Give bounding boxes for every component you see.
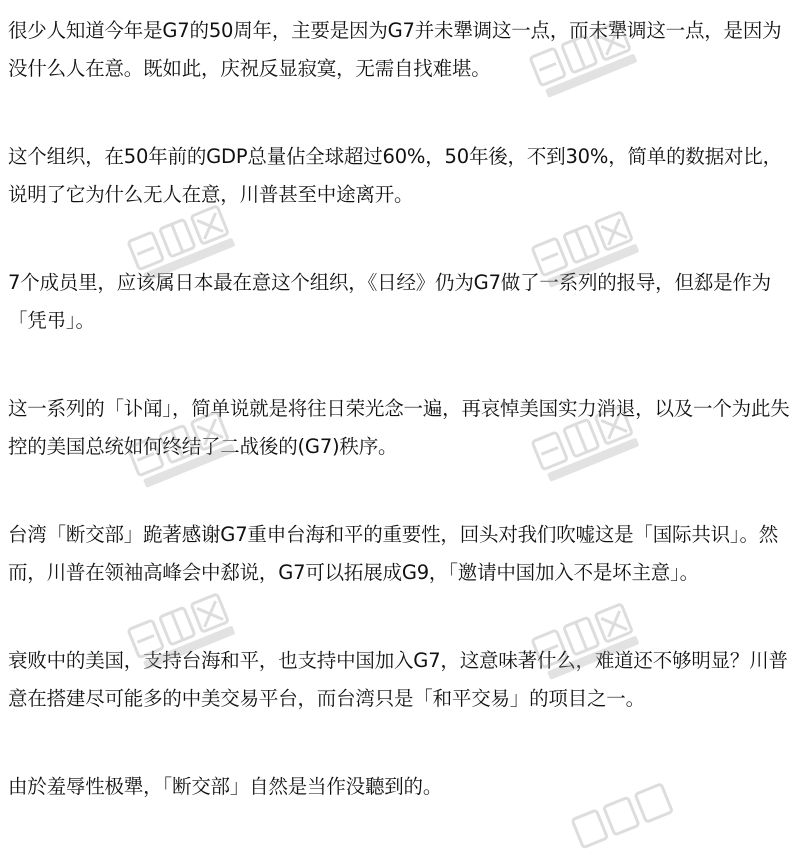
paragraph-1: 很少人知道今年是G7的50周年，主要是因为G7并未犟调这一点，而未犟调这一点，是因为没什么人在意。既如此，庆祝反显寂寞，无需自找难堪。 bbox=[8, 19, 782, 80]
paragraph-5: 台湾「断交部」跪著感谢G7重申台海和平的重要性，回头对我们吹嘘这是「国际共识」。然而，川普在领袖高峰会中郄说，G7可以拓展成G9，「邀请中国加入不是坏主意」。 bbox=[8, 523, 779, 584]
paragraph-7: 由於羞辱性极犟，「断交部」自然是当作没聽到的。 bbox=[8, 775, 443, 798]
article-body bbox=[8, 12, 792, 856]
paragraph-6: 衰败中的美国，支持台海和平，也支持中国加入G7，这意味著什么，难道还不够明显？川普意在搭建尽可能多的中美交易平台，而台湾只是「和平交易」的项目之一。 bbox=[8, 649, 788, 710]
paragraph-3: 7个成员里，应该属日本最在意这个组织，《日经》仍为G7做了一系列的报导，但郄是作为「凭弔」。 bbox=[8, 271, 771, 332]
paragraph-2: 这个组织，在50年前的GDP总量佔全球超过60%，50年後，不到30%，简单的数据对比，说明了它为什么无人在意，川普甚至中途离开。 bbox=[8, 145, 782, 206]
paragraph-4: 这一系列的「讣闻」，简单说就是将往日荣光念一遍，再哀悼美国实力消退，以及一个为此失控的美国总统如何终结了二战後的(G7)秩序。 bbox=[8, 397, 790, 458]
